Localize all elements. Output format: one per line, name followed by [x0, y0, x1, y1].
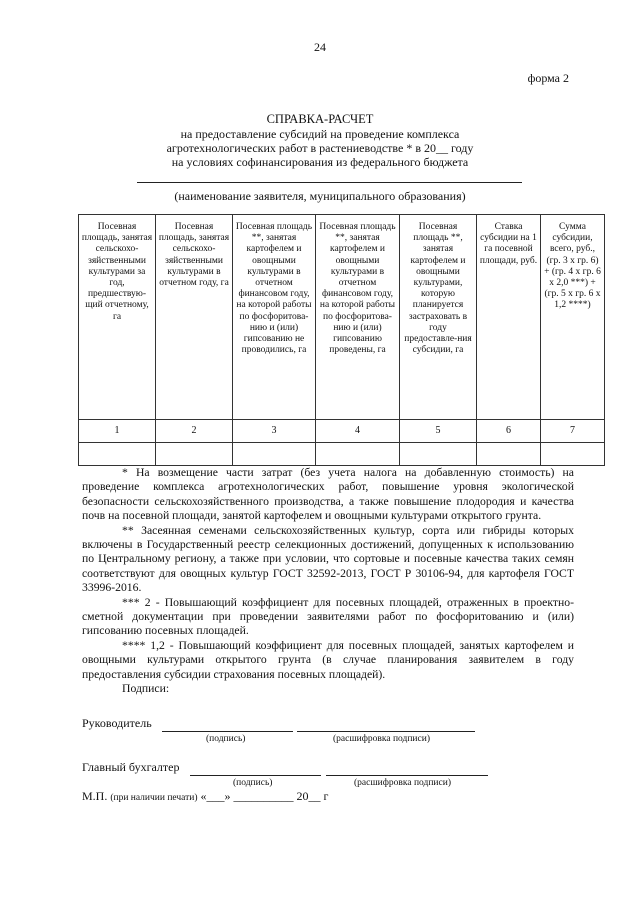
head-signature-line[interactable] — [162, 731, 293, 732]
table-header-cell: Посевная площадь **, занятая картофелем и овощными культурами, которую планируется застраховать в году предоставле-ния субсидии, га — [400, 215, 477, 420]
applicant-caption: (наименование заявителя, муниципального образования) — [174, 189, 466, 203]
decode-caption: (расшифровка подписи) — [354, 778, 451, 788]
head-decode-line[interactable] — [297, 731, 475, 732]
page-number: 24 — [314, 40, 326, 54]
table-data-row — [79, 443, 605, 466]
table-header-cell: Посевная площадь, занятая сельскохо-зяйственными культурами за год, предшествую-щий отчетному, га — [79, 215, 156, 420]
table-cell[interactable] — [156, 443, 233, 466]
footnotes — [82, 466, 574, 697]
table-cell[interactable] — [477, 443, 541, 466]
signature-caption: (подпись) — [233, 778, 273, 788]
table-header-cell: Посевная площадь, занятая сельскохо-зяйственными культурами в отчетном году, га — [156, 215, 233, 420]
table-header-row — [79, 215, 605, 420]
accountant-label: Главный бухгалтер — [82, 760, 180, 774]
date-field[interactable]: «___» __________ 20__ г — [200, 789, 329, 803]
table-cell[interactable] — [316, 443, 400, 466]
head-label: Руководитель — [82, 716, 152, 730]
subtitle-line: на условиях софинансирования из федерального бюджета — [171, 155, 469, 169]
table-header-cell: Посевная площадь **, занятая картофелем и овощными культурами в отчетном финансовом году, на которой работы по фосфоритова-нию и (или) гипсованию не проводились, га — [233, 215, 316, 420]
column-number: 3 — [233, 420, 316, 443]
table-cell[interactable] — [541, 443, 605, 466]
footnote: **** 1,2 - Повышающий коэффициент для посевных площадей, занятых картофелем и овощными культурами открытого грунта (в случае планирования заявителем в году предоставления субсидии страхования посевных площадей). — [82, 638, 574, 681]
subtitle-line: на предоставление субсидий на проведение комплекса — [180, 127, 460, 141]
table-header-cell: Ставка субсидии на 1 га посевной площади, руб. — [477, 215, 541, 420]
column-number: 6 — [477, 420, 541, 443]
table-cell[interactable] — [79, 443, 156, 466]
accountant-decode-line[interactable] — [326, 775, 488, 776]
accountant-signature-line[interactable] — [190, 775, 321, 776]
form-label: форма 2 — [527, 71, 569, 85]
decode-caption: (расшифровка подписи) — [333, 734, 430, 744]
footnote: *** 2 - Повышающий коэффициент для посевных площадей, отраженных в проектно-сметной документации при проведении заявителями работ по фосфоритованию и (или) гипсованию посевных площадей. — [82, 595, 574, 638]
calculation-table — [78, 214, 605, 466]
table-cell[interactable] — [400, 443, 477, 466]
table-header-cell: Сумма субсидии, всего, руб., (гр. 3 х гр. 6) + (гр. 4 х гр. 6 х 2,0 ***) + (гр. 5 х гр. 6 х 1,2 ****) — [541, 215, 605, 420]
signatures-heading: Подписи: — [122, 682, 170, 696]
column-number: 4 — [316, 420, 400, 443]
applicant-name-line — [137, 182, 522, 183]
column-number: 1 — [79, 420, 156, 443]
footnote: * На возмещение части затрат (без учета налога на добавленную стоимость) на проведение комплекса агротехнологических работ, повышение уровня экологической безопасности сельскохозяйственного производства, а также повышение плодородия и качества почв на посевной площади, занятой картофелем и овощными культурами открытого грунта. — [82, 466, 574, 523]
column-number: 2 — [156, 420, 233, 443]
subtitle-line: агротехнологических работ в растениеводстве * в 20__ году — [166, 141, 474, 155]
table-cell[interactable] — [233, 443, 316, 466]
signature-caption: (подпись) — [206, 734, 246, 744]
document-title-block — [0, 112, 640, 169]
seal-label: М.П. — [82, 789, 108, 803]
seal-note: (при наличии печати) — [110, 793, 198, 803]
column-number: 7 — [541, 420, 605, 443]
column-number: 5 — [400, 420, 477, 443]
seal-row — [82, 789, 328, 804]
column-number-row — [79, 420, 605, 443]
document-title: СПРАВКА-РАСЧЕТ — [266, 112, 374, 126]
footnote: ** Засеянная семенами сельскохозяйственных культур, сорта или гибриды которых включены в Государственный реестр селекционных достижений, допущенных к использованию по Центральному региону, а также при условии, что сортовые и посевные качества таких семян соответствуют для овощных культур ГОСТ 32592-2013, ГОСТ Р 30106-94, для картофеля ГОСТ 33996-2016. — [82, 523, 574, 595]
table-header-cell: Посевная площадь **, занятая картофелем и овощными культурами в отчетном финансовом году, на которой работы по фосфоритова-нию и (или) гипсованию проведены, га — [316, 215, 400, 420]
